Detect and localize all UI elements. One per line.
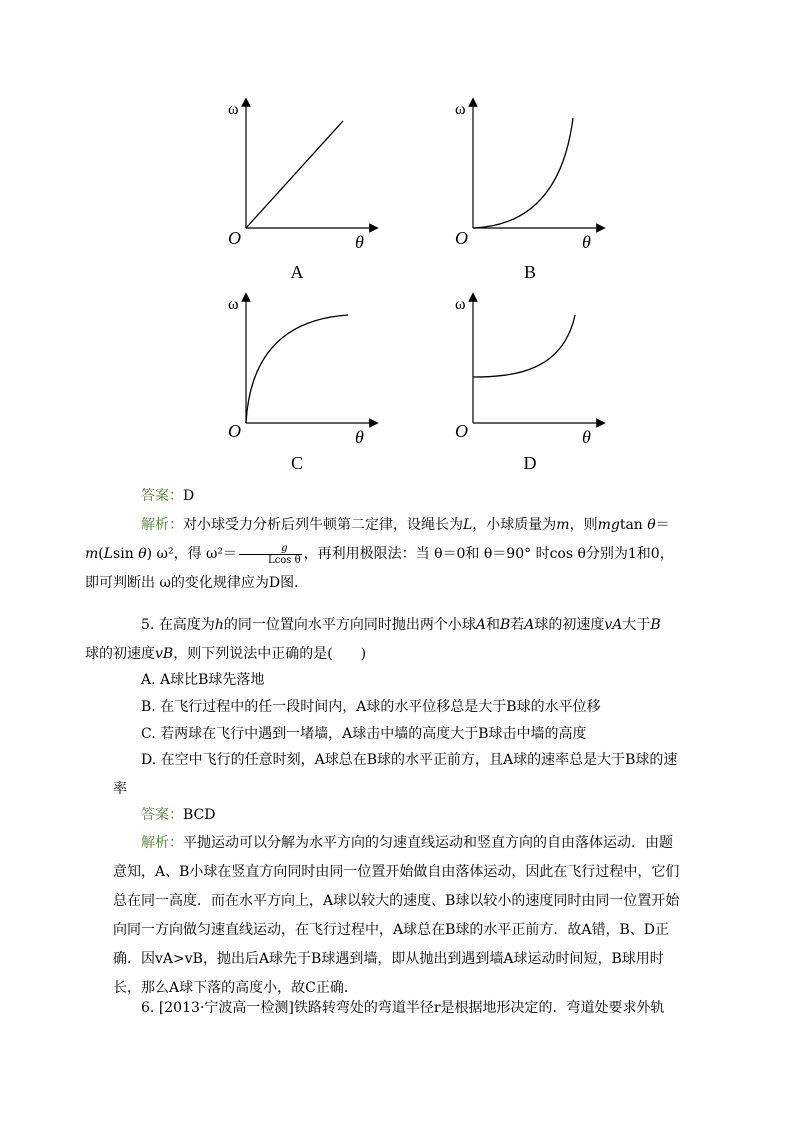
answer-label: 答案： — [141, 807, 183, 823]
analysis-text: ，小球质量为 — [472, 517, 557, 533]
graph-a-label: A — [290, 262, 304, 282]
fraction-denominator: Lcos θ — [268, 554, 301, 566]
origin-label: O — [228, 228, 241, 248]
origin-label: O — [455, 421, 468, 441]
option-d — [113, 746, 683, 804]
symbol-L: L — [103, 546, 114, 562]
graph-b — [455, 96, 605, 256]
origin-label: O — [455, 228, 468, 248]
y-axis-label: ω — [455, 101, 466, 118]
symbol-m: m — [556, 517, 570, 533]
question-text: [2013·宁波高一检测]铁路转弯处的弯道半径r是根据地形决定的．弯道处要求外轨 — [158, 1000, 665, 1016]
option-a — [113, 666, 683, 695]
analysis-text: ，则 — [569, 517, 598, 533]
analysis-label: 解析： — [141, 835, 183, 851]
func-tan: tan — [619, 517, 648, 533]
answer-value: BCD — [183, 807, 216, 823]
y-axis-label: ω — [228, 296, 239, 313]
question-text: 球的初速度 — [534, 617, 605, 633]
option-key: D. — [141, 752, 157, 768]
graph-c-label: C — [290, 453, 303, 473]
option-text: A球比B球先落地 — [160, 672, 265, 688]
graph-d — [455, 291, 605, 451]
curve-offset-concave-up — [473, 315, 575, 377]
option-key: B. — [141, 699, 156, 715]
symbol-A: A — [475, 617, 486, 633]
question-text: 大于 — [622, 617, 651, 633]
equals-sign: ＝ — [655, 517, 670, 533]
x-axis-label: θ — [582, 232, 591, 252]
symbol-L: L — [463, 517, 473, 533]
analysis-text: 对小球受力分析后列牛顿第二定律，设绳长为 — [183, 517, 463, 533]
option-text: 在飞行过程中的任一段时间内，A球的水平位移总是大于B球的水平位移 — [160, 699, 601, 715]
y-axis-label: ω — [455, 296, 466, 313]
question-6 — [113, 994, 683, 1023]
symbol-theta: θ — [138, 546, 147, 562]
graph-a — [228, 96, 378, 256]
x-axis-label: θ — [582, 427, 591, 447]
symbol-vB: vB — [155, 646, 174, 662]
option-b — [113, 693, 683, 722]
func-sin: sin — [113, 546, 139, 562]
answer-5 — [113, 801, 683, 830]
fraction-numerator: g — [239, 543, 302, 555]
analysis-4 — [85, 511, 683, 598]
option-text: 在空中飞行的任意时刻，A球总在B球的水平正前方，且A球的速率总是大于B球的速率 — [113, 752, 678, 797]
graph-c — [228, 291, 378, 451]
answer-value: D — [183, 488, 195, 504]
option-text: 若两球在飞行中遇到一堵墙，A球击中墙的高度大于B球击中墙的高度 — [160, 726, 587, 742]
analysis-text: ( — [98, 546, 104, 562]
answer-label: 答案： — [141, 488, 183, 504]
analysis-text: ，再利用极限法：当 θ＝0和 θ＝90° 时cos θ分别为1和0， — [303, 546, 674, 562]
option-key: A. — [141, 672, 156, 688]
x-axis-label: θ — [355, 232, 364, 252]
answer-4 — [113, 482, 683, 511]
question-text: ，则下列说法中正确的是( ) — [173, 646, 367, 662]
question-text: 若 — [510, 617, 525, 633]
analysis-label: 解析： — [141, 517, 183, 533]
symbol-m: m — [85, 546, 99, 562]
origin-label: O — [228, 421, 241, 441]
question-text: 的同一位置向水平方向同时抛出两个小球 — [223, 617, 476, 633]
curve-concave-down — [246, 315, 348, 423]
y-axis-label: ω — [228, 101, 239, 118]
question-text: 在高度为 — [158, 617, 215, 633]
x-axis-label: θ — [355, 427, 364, 447]
question-5-stem: 5. 在高度为h的同一位置向水平方向同时抛出两个小球A和B若A球的初速度vA大于B 球的初速度vB，则下列说法中正确的是( ) — [85, 617, 661, 662]
graph-d-label: D — [523, 453, 537, 473]
question-number: 5. — [141, 617, 155, 633]
symbol-mg: mg — [597, 517, 620, 533]
curve-concave-up — [473, 118, 573, 228]
question-number: 6. — [141, 1000, 155, 1016]
fraction — [239, 543, 302, 566]
symbol-h: h — [214, 617, 224, 633]
curve-linear — [246, 121, 343, 228]
option-key: C. — [141, 726, 156, 742]
symbol-B: B — [499, 617, 511, 633]
question-text: 球的初速度 — [85, 646, 155, 662]
graph-b-label: B — [523, 262, 536, 282]
symbol-theta: θ — [647, 517, 656, 533]
option-c — [113, 720, 683, 749]
analysis-text: ) ω²，得 ω²＝ — [146, 546, 238, 562]
question-text: 和 — [485, 617, 500, 633]
analysis-text: 平抛运动可以分解为水平方向的匀速直线运动和竖直方向的自由落体运动．由题意知，A、B小球在竖直方向同时由同一位置开始做自由落体运动，因此在飞行过程中，它们总在同一高度．而在水平方向上，A球以较大的速度、B球以较小的速度同时由同一位置开始向同一方向做匀速直线运动，在飞行过程中，A球总在B球的水平正前方．故A错，B、D正确．因vA>vB，抛出后A球先于B球遇到墙，即从抛出到遇到墙A球运动时间短，B球用时长，那么A球下落的高度小，故C正确． — [113, 835, 680, 996]
analysis-text: 即可判断出 ω的变化规律应为D图． — [85, 575, 309, 591]
analysis-5 — [113, 829, 683, 1003]
symbol-vA: vA — [604, 617, 623, 633]
